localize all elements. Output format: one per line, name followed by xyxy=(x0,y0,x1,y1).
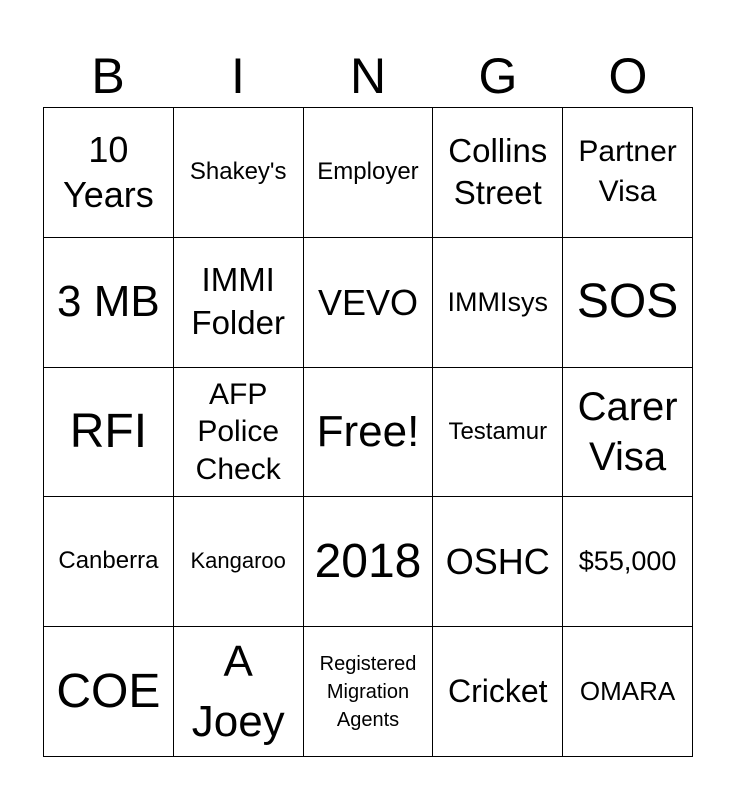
bingo-cell[interactable] xyxy=(44,238,174,368)
cell-text: 10 Years xyxy=(63,129,154,216)
bingo-cell[interactable] xyxy=(563,108,693,238)
bingo-cell[interactable] xyxy=(174,368,304,498)
cell-text: $55,000 xyxy=(578,546,677,577)
bingo-cell[interactable] xyxy=(433,497,563,627)
bingo-cell[interactable] xyxy=(44,627,174,757)
cell-text: Employer xyxy=(317,158,419,185)
cell-text: Shakey's xyxy=(189,158,287,185)
cell-text: COE xyxy=(56,664,161,718)
cell-text: OMARA xyxy=(579,676,676,706)
header-letter-i: I xyxy=(231,48,245,104)
bingo-cell[interactable] xyxy=(563,368,693,498)
bingo-free-space[interactable] xyxy=(304,368,434,498)
cell-text: Partner Visa xyxy=(578,134,677,209)
cell-text: Free! xyxy=(316,406,420,456)
bingo-cell[interactable] xyxy=(433,238,563,368)
bingo-cell[interactable] xyxy=(304,497,434,627)
bingo-cell[interactable] xyxy=(174,497,304,627)
cell-text: 3 MB xyxy=(57,277,160,326)
header-letter-n: N xyxy=(349,48,387,104)
cell-text: Cricket xyxy=(448,673,548,709)
bingo-cell[interactable] xyxy=(174,108,304,238)
cell-text: Collins Street xyxy=(448,131,548,212)
cell-text: 2018 xyxy=(314,534,422,588)
bingo-card xyxy=(43,107,693,757)
cell-text: Testamur xyxy=(448,417,548,445)
cell-text: RFI xyxy=(69,405,148,459)
bingo-cell[interactable] xyxy=(563,627,693,757)
bingo-cell[interactable] xyxy=(433,368,563,498)
header-letter-o: O xyxy=(608,48,648,104)
cell-text: VEVO xyxy=(317,281,419,323)
cell-text: IMMIsys xyxy=(447,286,549,317)
bingo-cell[interactable] xyxy=(304,627,434,757)
cell-text: Kangaroo xyxy=(190,548,286,574)
bingo-cell[interactable] xyxy=(433,627,563,757)
bingo-cell[interactable] xyxy=(563,238,693,368)
bingo-cell[interactable] xyxy=(304,108,434,238)
cell-text: SOS xyxy=(576,275,679,329)
cell-text: OSHC xyxy=(445,541,550,583)
bingo-cell[interactable] xyxy=(44,108,174,238)
cell-text: Canberra xyxy=(58,547,159,575)
bingo-cell[interactable] xyxy=(44,368,174,498)
bingo-header xyxy=(43,46,693,106)
cell-text: A Joey xyxy=(191,637,285,746)
cell-text: Registered Migration Agents xyxy=(319,652,417,731)
cell-text: Carer Visa xyxy=(577,384,678,479)
bingo-cell[interactable] xyxy=(304,238,434,368)
header-letter-b: B xyxy=(91,48,125,104)
cell-text: IMMI Folder xyxy=(191,261,285,342)
bingo-cell[interactable] xyxy=(563,497,693,627)
bingo-cell[interactable] xyxy=(174,238,304,368)
bingo-cell[interactable] xyxy=(433,108,563,238)
header-letter-g: G xyxy=(478,48,518,104)
bingo-cell[interactable] xyxy=(174,627,304,757)
cell-text: AFP Police Check xyxy=(195,377,281,486)
bingo-cell[interactable] xyxy=(44,497,174,627)
